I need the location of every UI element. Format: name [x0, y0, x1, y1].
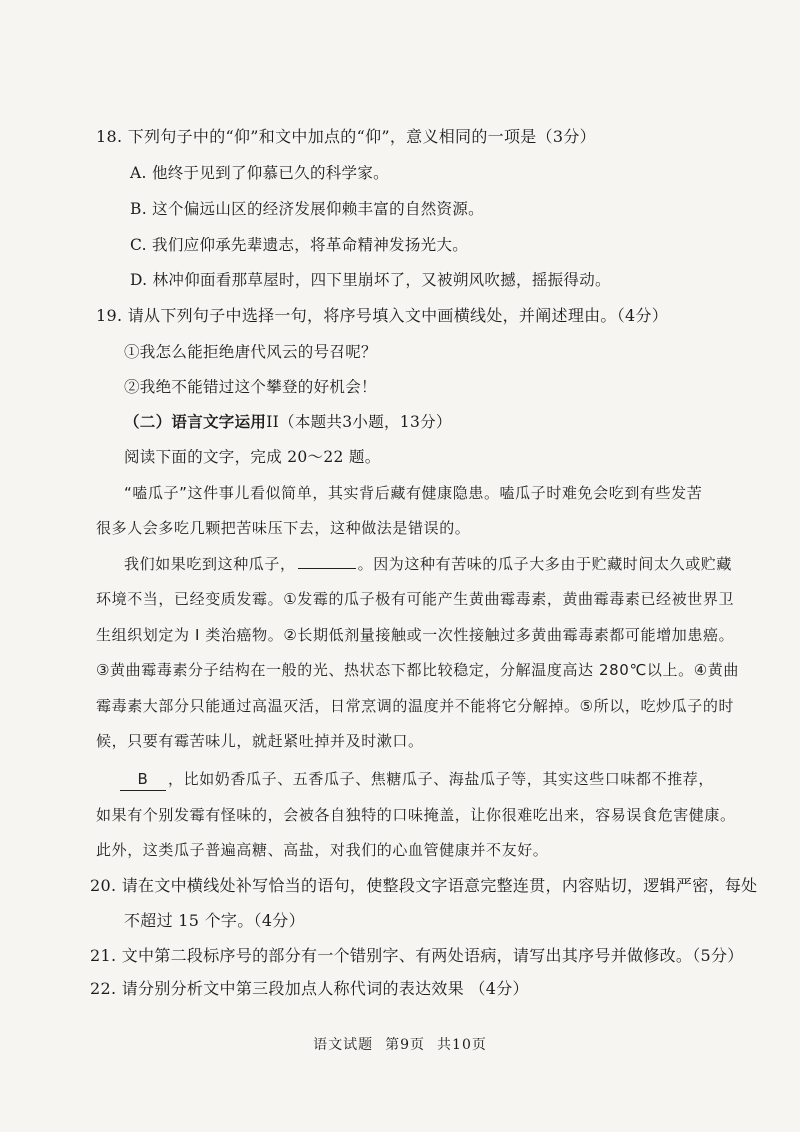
footer-subject: 语文试题 [313, 1037, 374, 1053]
reading-instruction: 阅读下面的文字，完成 20～22 题。 [124, 448, 381, 466]
q20-line1: 20. 请在文中横线处补写恰当的语句，使整段文字语意完整连贯，内容贴切，逻辑严密，每处 [90, 876, 758, 895]
section-subtitle: II（本题共3小题，13分） [266, 413, 452, 431]
passage-p3-line1-text: ，比如奶香瓜子、五香瓜子、焦糖瓜子、海盐瓜子等，其实这些口味都不推荐， [168, 770, 715, 788]
passage-p1-line2: 很多人会多吃几颗把苦味压下去，这种做法是错误的。 [96, 519, 471, 537]
passage-p3-line3: 此外，这类瓜子普遍高糖、高盐，对我们的心血管健康并不友好。 [96, 841, 549, 859]
answer-blank-a [298, 554, 356, 569]
q19-stem: 19. 请从下列句子中选择一句，将序号填入文中画横线处，并阐述理由。（4分） [96, 306, 669, 325]
passage-p2-line1-end: 。因为这种有苦味的瓜子大多由于贮藏时间太久或贮藏 [357, 555, 733, 573]
page-footer [0, 1034, 800, 1054]
passage-p2-line3: 生组织划定为 I 类治癌物。②长期低剂量接触或一次性接触过多黄曲霉毒素都可能增加患癌。 [96, 626, 735, 644]
q20-line2: 不超过 15 个字。（4分） [124, 911, 305, 930]
q18-option-d: D. 林冲仰面看那草屋时，四下里崩坏了，又被朔风吹撼，摇振得动。 [130, 271, 611, 289]
q22-stem: 22. 请分别分析文中第三段加点人称代词的表达效果 （4分） [90, 979, 529, 998]
passage-p2-line2: 环境不当，已经变质发霉。①发霉的瓜子极有可能产生黄曲霉毒素，黄曲霉毒素已经被世界卫 [96, 590, 735, 608]
passage-p3-line2: 如果有个别发霉有怪味的，会被各自独特的口味掩盖，让你很难吃出来，容易误食危害健康。 [96, 806, 736, 824]
passage-p2-line1-start: 我们如果吃到这种瓜子， [124, 555, 296, 573]
q19-choice-2: ②我绝不能错过这个攀登的好机会！ [124, 378, 377, 396]
passage-p2-line6: 候，只要有霉苦味儿，就赶紧吐掉并及时漱口。 [96, 732, 424, 750]
passage-p3-line1 [120, 768, 714, 791]
q18-stem: 18. 下列句子中的“仰”和文中加点的“仰”，意义相同的一项是（3分） [96, 127, 596, 146]
answer-blank-b: B [120, 768, 166, 791]
q18-option-a: A. 他终于见到了仰慕已久的科学家。 [130, 164, 389, 182]
passage-p1-line1: “嗑瓜子”这件事儿看似简单，其实背后藏有健康隐患。嗑瓜子时难免会吃到有些发苦 [124, 484, 703, 502]
section-heading [124, 411, 452, 433]
section-title: （二）语言文字运用 [124, 412, 267, 431]
footer-total-pages: 共10页 [437, 1037, 487, 1053]
footer-page-number: 第9页 [385, 1037, 426, 1053]
q18-option-c: C. 我们应仰承先辈遗志，将革命精神发扬光大。 [130, 236, 469, 254]
q21-stem: 21. 文中第二段标序号的部分有一个错别字、有两处语病，请写出其序号并做修改。（5分） [90, 946, 744, 965]
passage-p2-line5: 霉毒素大部分只能通过高温灭活，日常烹调的温度并不能将它分解掉。⑤所以，吃炒瓜子的时 [96, 697, 735, 715]
q19-choice-1: ①我怎么能拒绝唐代风云的号召呢？ [124, 343, 377, 361]
passage-p2-line4: ③黄曲霉毒素分子结构在一般的光、热状态下都比较稳定，分解温度高达 280℃以上。④黄曲 [96, 661, 739, 679]
passage-p2-line1 [124, 553, 732, 575]
q18-option-b: B. 这个偏远山区的经济发展仰赖丰富的自然资源。 [130, 200, 484, 218]
